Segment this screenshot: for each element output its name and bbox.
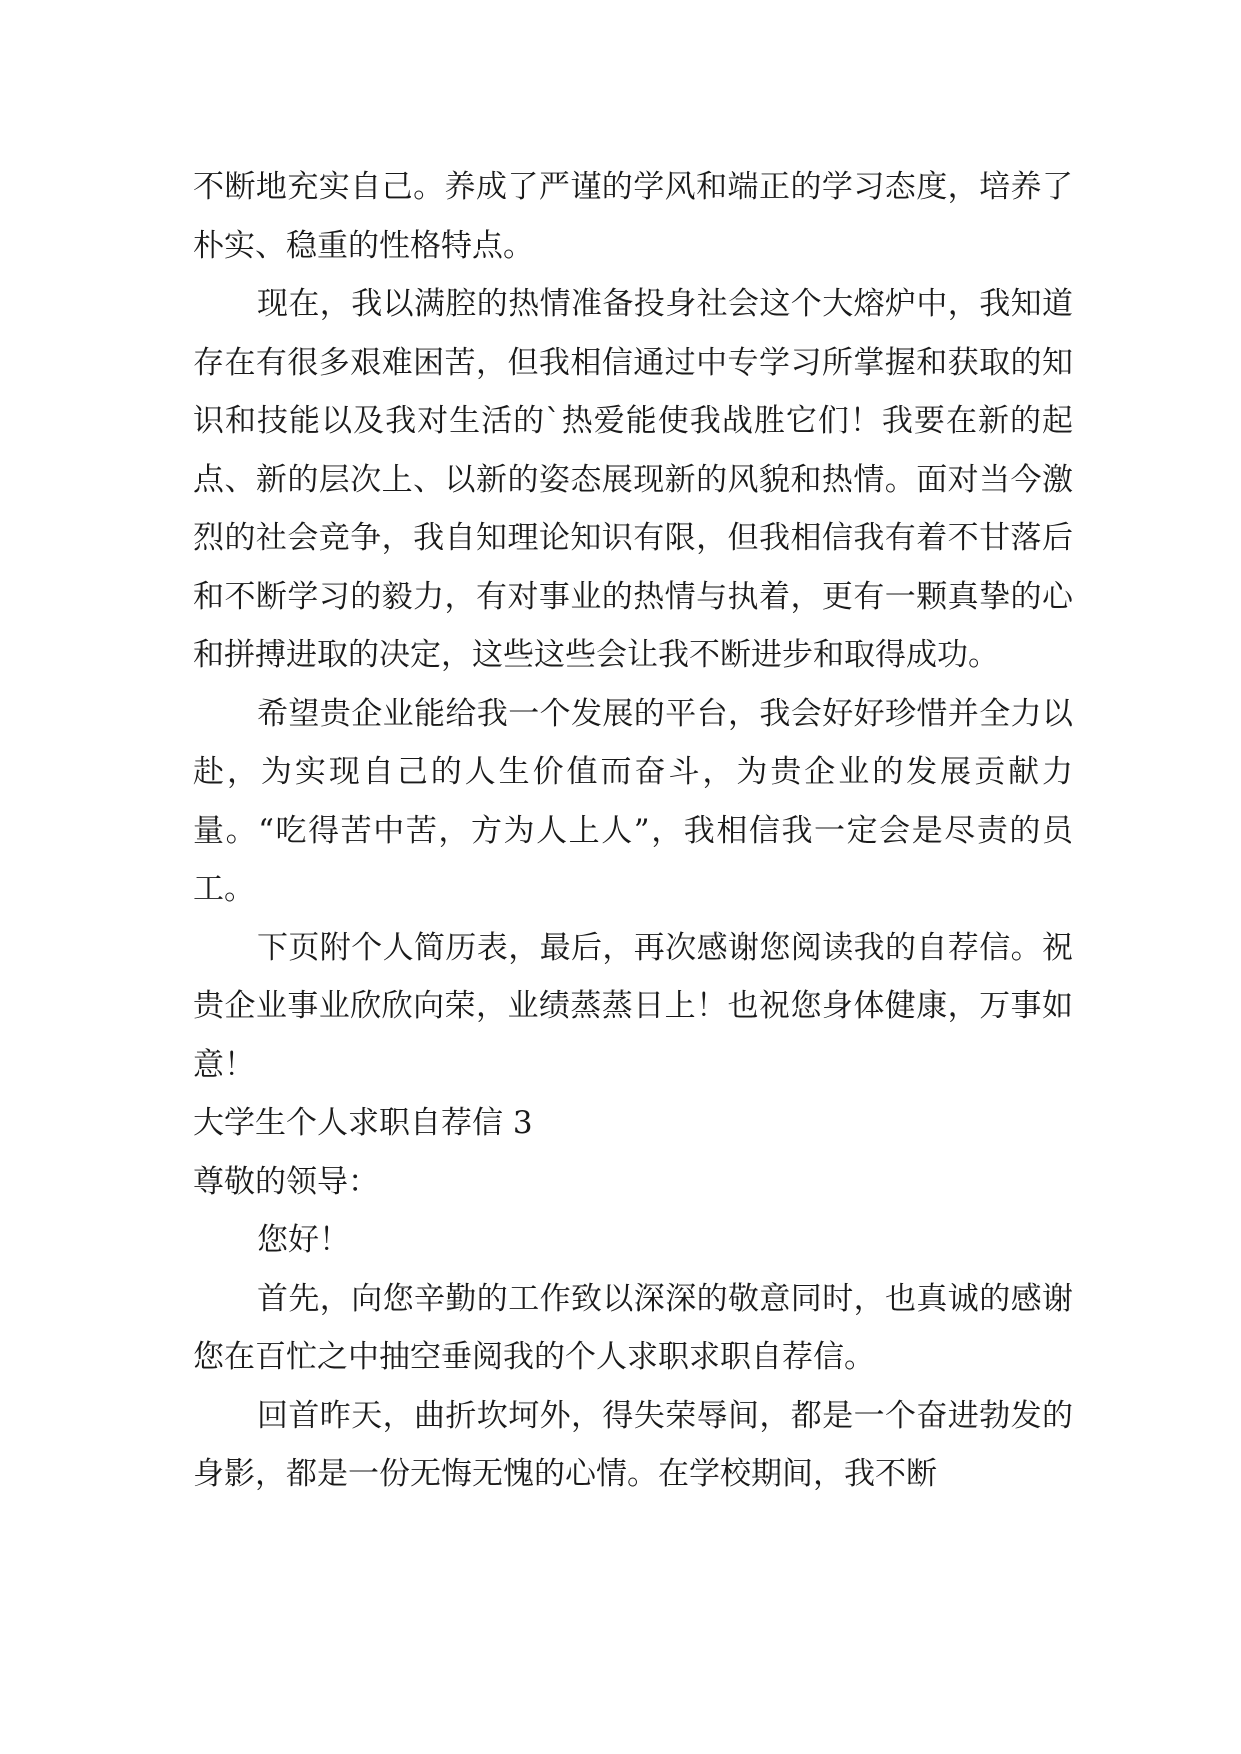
paragraph-society: 现在，我以满腔的热情准备投身社会这个大熔炉中，我知道存在有很多艰难困苦，但我相信通过中专学习所掌握和获取的知识和技能以及我对生活的`热爱能使我战胜它们！我要在新的起点、新的层次上、以新的姿态展现新的风貌和热情。面对当今激烈的社会竞争，我自知理论知识有限，但我相信我有着不甘落后和不断学习的毅力，有对事业的热情与执着，更有一颗真挚的心和拼搏进取的决定，这些这些会让我不断进步和取得成功。 bbox=[193, 286, 1073, 673]
document-body bbox=[193, 158, 1073, 1504]
paragraph-review: 回首昨天，曲折坎坷外，得失荣辱间，都是一个奋进勃发的身影，都是一份无悔无愧的心情。在学校期间，我不断 bbox=[193, 1397, 1073, 1492]
paragraph-continuation: 不断地充实自己。养成了严谨的学风和端正的学习态度，培养了朴实、稳重的性格特点。 bbox=[193, 169, 1073, 264]
paragraph-closing: 下页附个人简历表，最后，再次感谢您阅读我的自荐信。祝贵企业事业欣欣向荣，业绩蒸蒸日上！也祝您身体健康，万事如意！ bbox=[193, 929, 1073, 1083]
paragraph-hope: 希望贵企业能给我一个发展的平台，我会好好珍惜并全力以赴，为实现自己的人生价值而奋斗，为贵企业的发展贡献力量。“吃得苦中苦，方为人上人”，我相信我一定会是尽责的员工。 bbox=[193, 695, 1073, 907]
salutation: 尊敬的领导： bbox=[193, 1163, 379, 1200]
paragraph-thanks: 首先，向您辛勤的工作致以深深的敬意同时，也真诚的感谢您在百忙之中抽空垂阅我的个人求职求职自荐信。 bbox=[193, 1280, 1073, 1375]
letter-title: 大学生个人求职自荐信 3 bbox=[193, 1105, 533, 1141]
greeting: 您好！ bbox=[257, 1222, 350, 1258]
